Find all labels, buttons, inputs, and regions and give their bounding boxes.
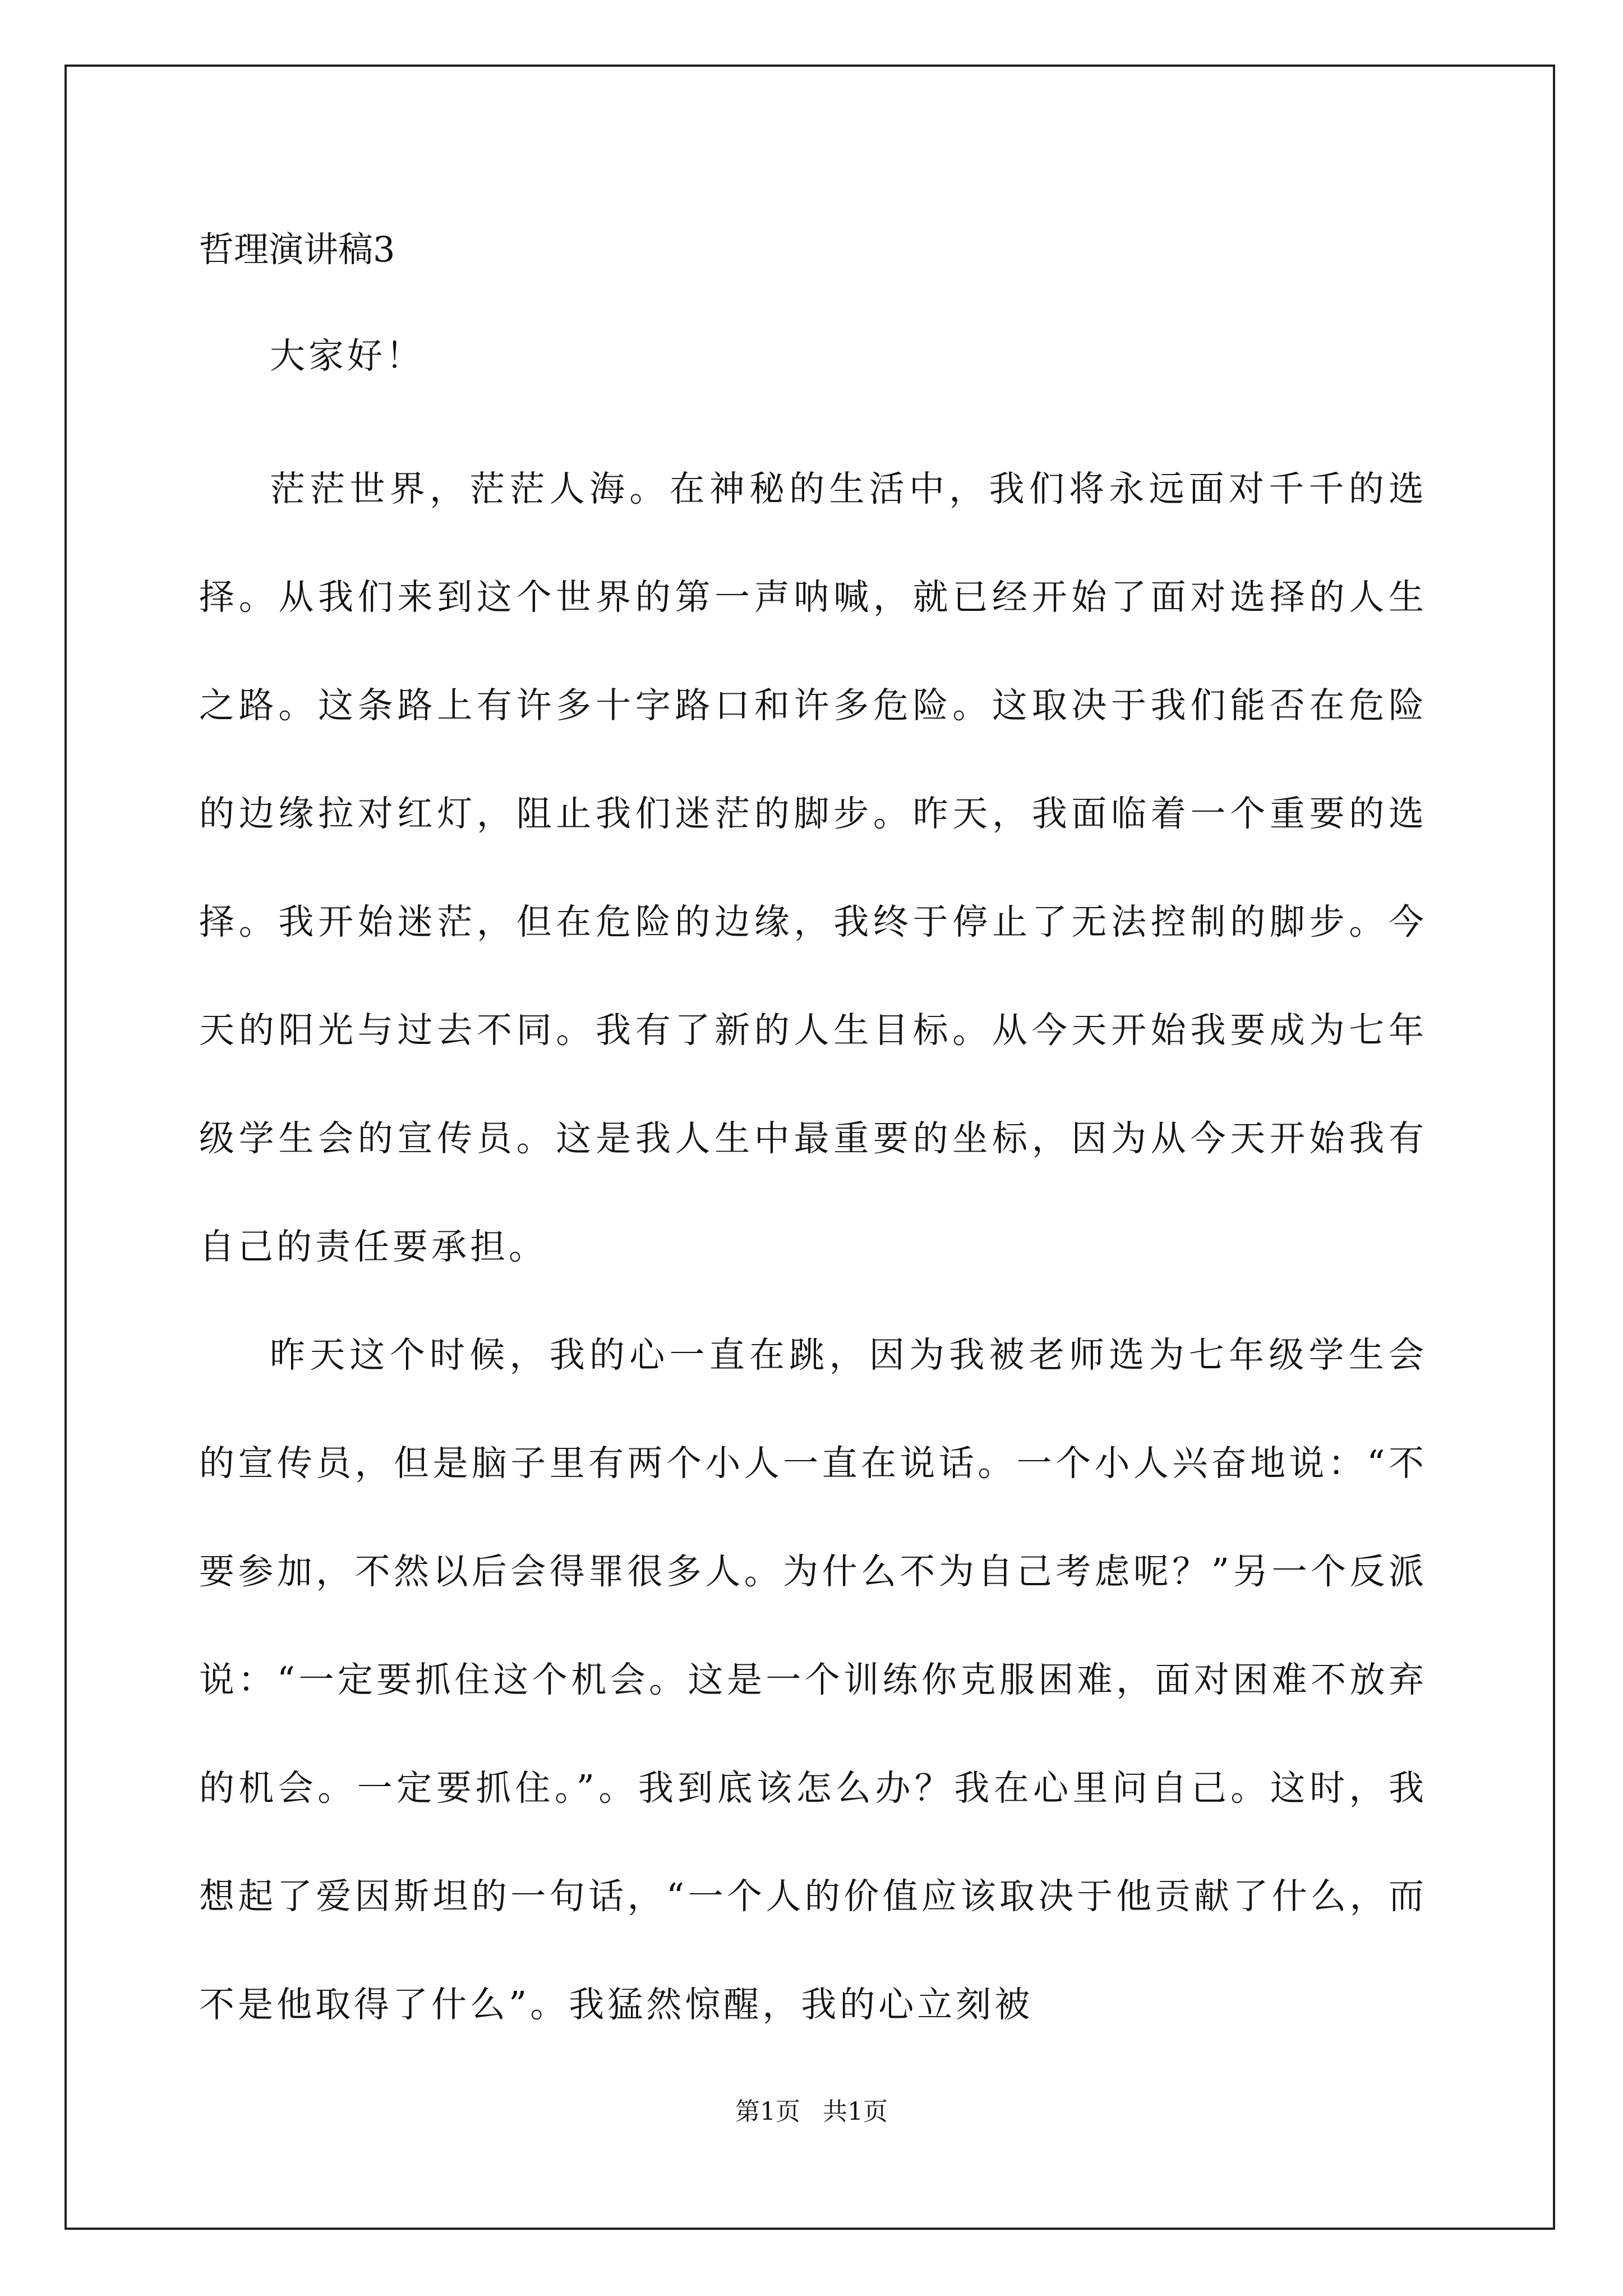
- body-paragraph-1: 茫茫世界，茫茫人海。在神秘的生活中，我们将永远面对千千的选择。从我们来到这个世界的第一声呐喊，就已经开始了面对选择的人生之路。这条路上有许多十字路口和许多危险。这取决于我们能否在危险的边缘拉对红灯，阻止我们迷茫的脚步。昨天，我面临着一个重要的选择。我开始迷茫，但在危险的边缘，我终于停止了无法控制的脚步。今天的阳光与过去不同。我有了新的人生目标。从今天开始我要成为七年级学生会的宣传员。这是我人生中最重要的坐标，因为从今天开始我有自己的责任要承担。: [199, 468, 1427, 1267]
- page-footer: [0, 2095, 1623, 2129]
- greeting-paragraph: 大家好！: [270, 335, 425, 376]
- page-number-current: 第1页: [735, 2097, 800, 2126]
- page-number-total: 共1页: [823, 2097, 888, 2126]
- document-title: 哲理演讲稿3: [199, 229, 395, 270]
- body-paragraph-2: 昨天这个时候，我的心一直在跳，因为我被老师选为七年级学生会的宣传员，但是脑子里有两个小人一直在说话。一个小人兴奋地说：“不要参加，不然以后会得罪很多人。为什么不为自己考虑呢？”另一个反派说：“一定要抓住这个机会。这是一个训练你克服困难，面对困难不放弃的机会。一定要抓住。”。我到底该怎么办？我在心里问自己。这时，我想起了爱因斯坦的一句话，“一个人的价值应该取决于他贡献了什么，而不是他取得了什么”。我猛然惊醒，我的心立刻被: [199, 1335, 1427, 2025]
- document-body: [199, 222, 1427, 2059]
